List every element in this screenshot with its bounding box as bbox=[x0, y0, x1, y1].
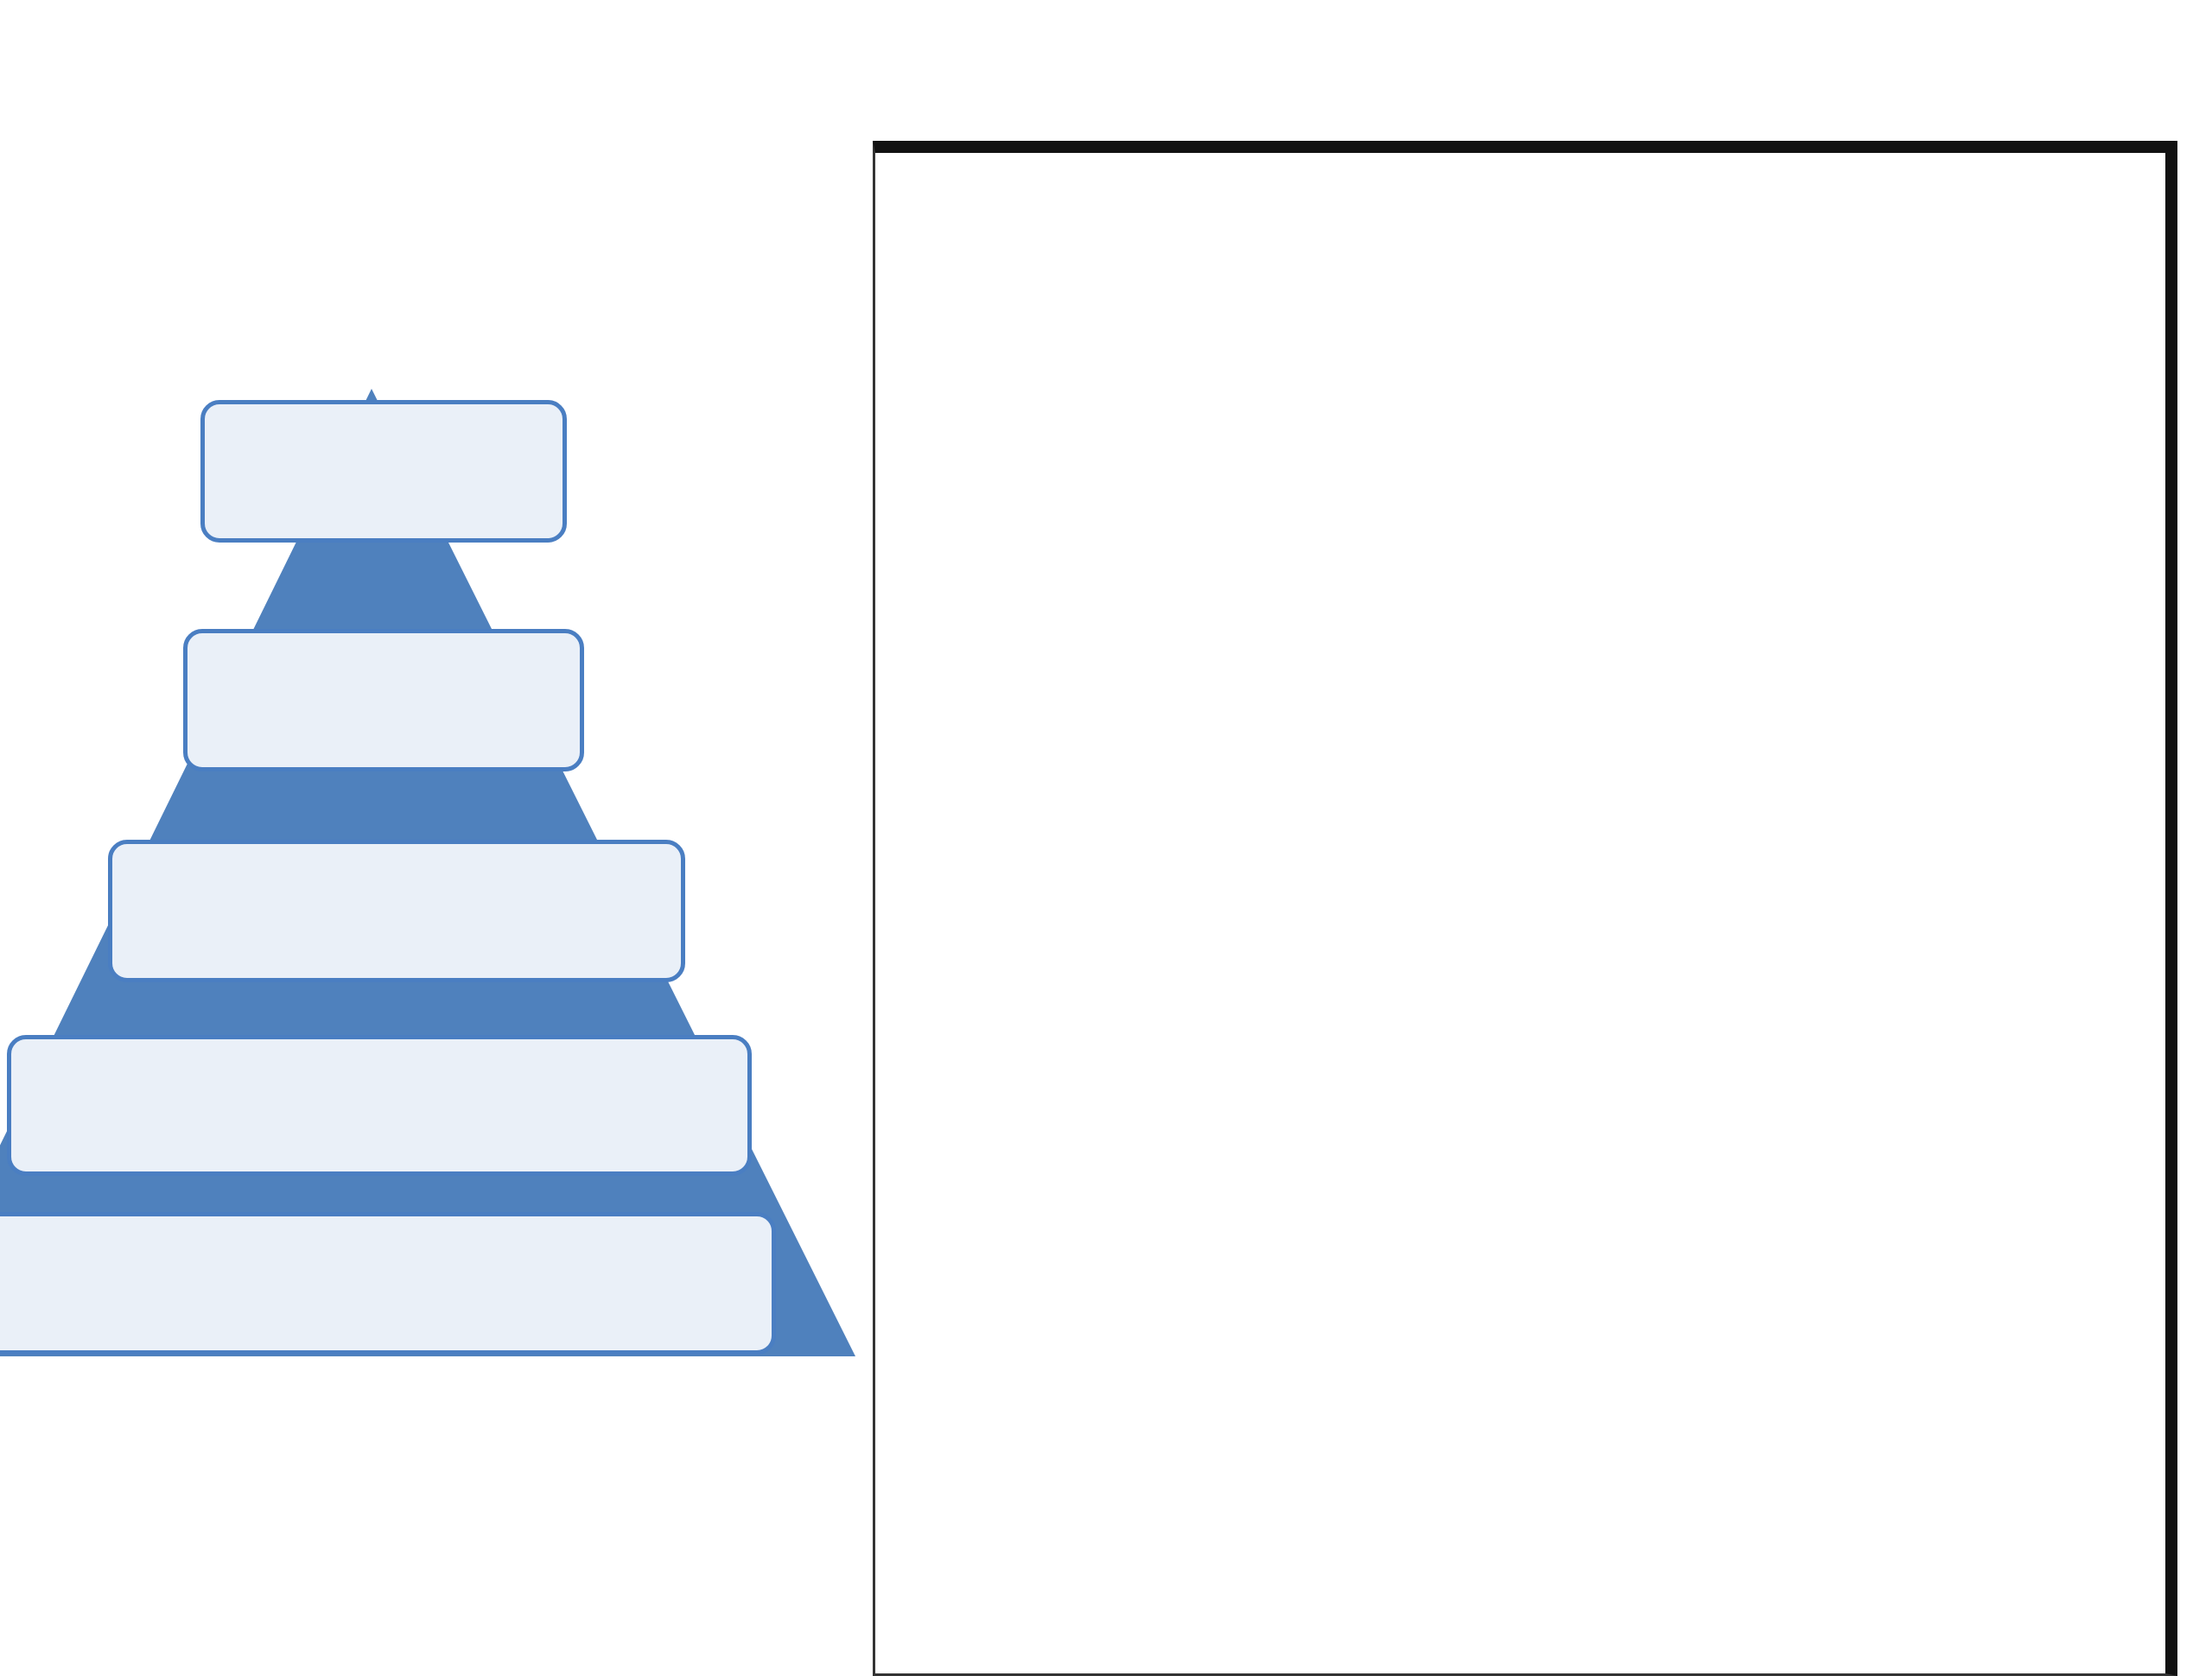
tier-service-centre bbox=[7, 1035, 752, 1176]
tier-growth-centre bbox=[183, 629, 584, 771]
tier-growth-point bbox=[108, 840, 685, 982]
description-box bbox=[873, 141, 2177, 1676]
tier-growth-pole bbox=[200, 400, 567, 543]
tier-central-village bbox=[0, 1212, 776, 1355]
